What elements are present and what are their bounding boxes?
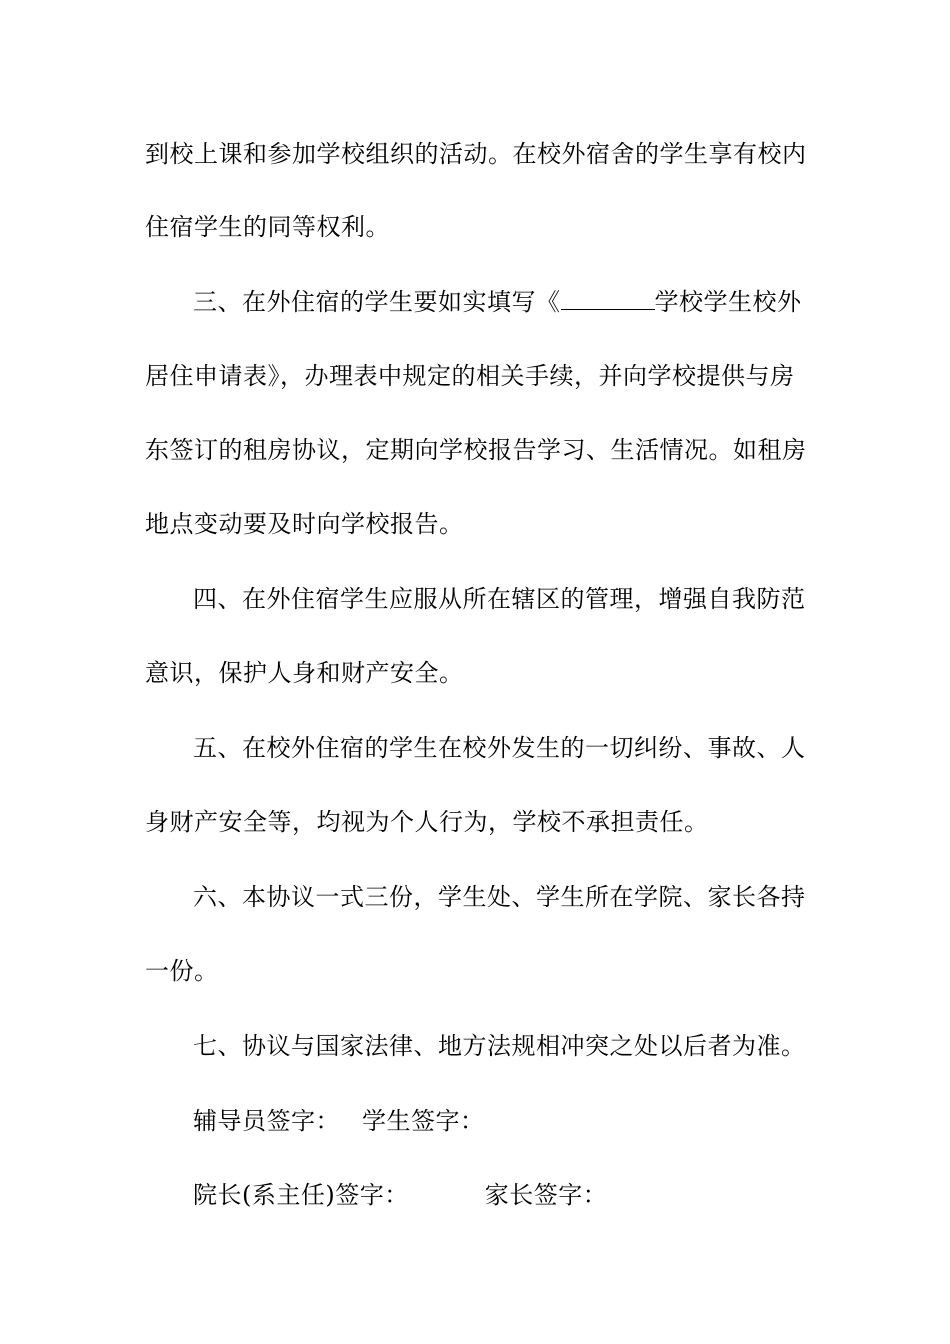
paragraph-3-text-after-blank: 学校学生校外: [654, 288, 802, 316]
paragraph-7-line-1: 七、协议与国家法律、地方法规相冲突之处以后者为准。: [193, 1032, 806, 1060]
dean-signature-label: 院长(系主任)签字：: [193, 1181, 409, 1209]
paragraph-3-text-before-blank: 三、在外住宿的学生要如实填写《: [193, 288, 561, 316]
student-signature-label: 学生签字：: [362, 1107, 485, 1135]
paragraph-6-line-2: 一份。: [145, 957, 219, 985]
signature-row-1: [193, 1106, 485, 1136]
counselor-signature-label: 辅导员签字：: [193, 1107, 340, 1135]
paragraph-2-line-1: 到校上课和参加学校组织的活动。在校外宿舍的学生享有校内: [145, 140, 807, 168]
school-name-blank: [561, 287, 655, 310]
signature-row-2: [193, 1180, 607, 1210]
paragraph-5-line-2: 身财产安全等，均视为个人行为，学校不承担责任。: [145, 808, 709, 836]
paragraph-4-line-1: 四、在外住宿学生应服从所在辖区的管理，增强自我防范: [193, 585, 806, 613]
paragraph-3-line-3: 东签订的租房协议，定期向学校报告学习、生活情况。如租房: [145, 436, 807, 464]
paragraph-4-line-2: 意识，保护人身和财产安全。: [145, 659, 464, 687]
paragraph-6-line-1: 六、本协议一式三份，学生处、学生所在学院、家长各持: [193, 883, 806, 911]
paragraph-3-line-1: [193, 287, 802, 317]
paragraph-3-line-2: 居住申请表》，办理表中规定的相关手续，并向学校提供与房: [145, 362, 795, 390]
paragraph-5-line-1: 五、在校外住宿的学生在校外发生的一切纠纷、事故、人: [193, 734, 806, 762]
paragraph-3-line-4: 地点变动要及时向学校报告。: [145, 510, 464, 538]
paragraph-2-line-2: 住宿学生的同等权利。: [145, 213, 390, 241]
parent-signature-label: 家长签字：: [484, 1181, 608, 1209]
